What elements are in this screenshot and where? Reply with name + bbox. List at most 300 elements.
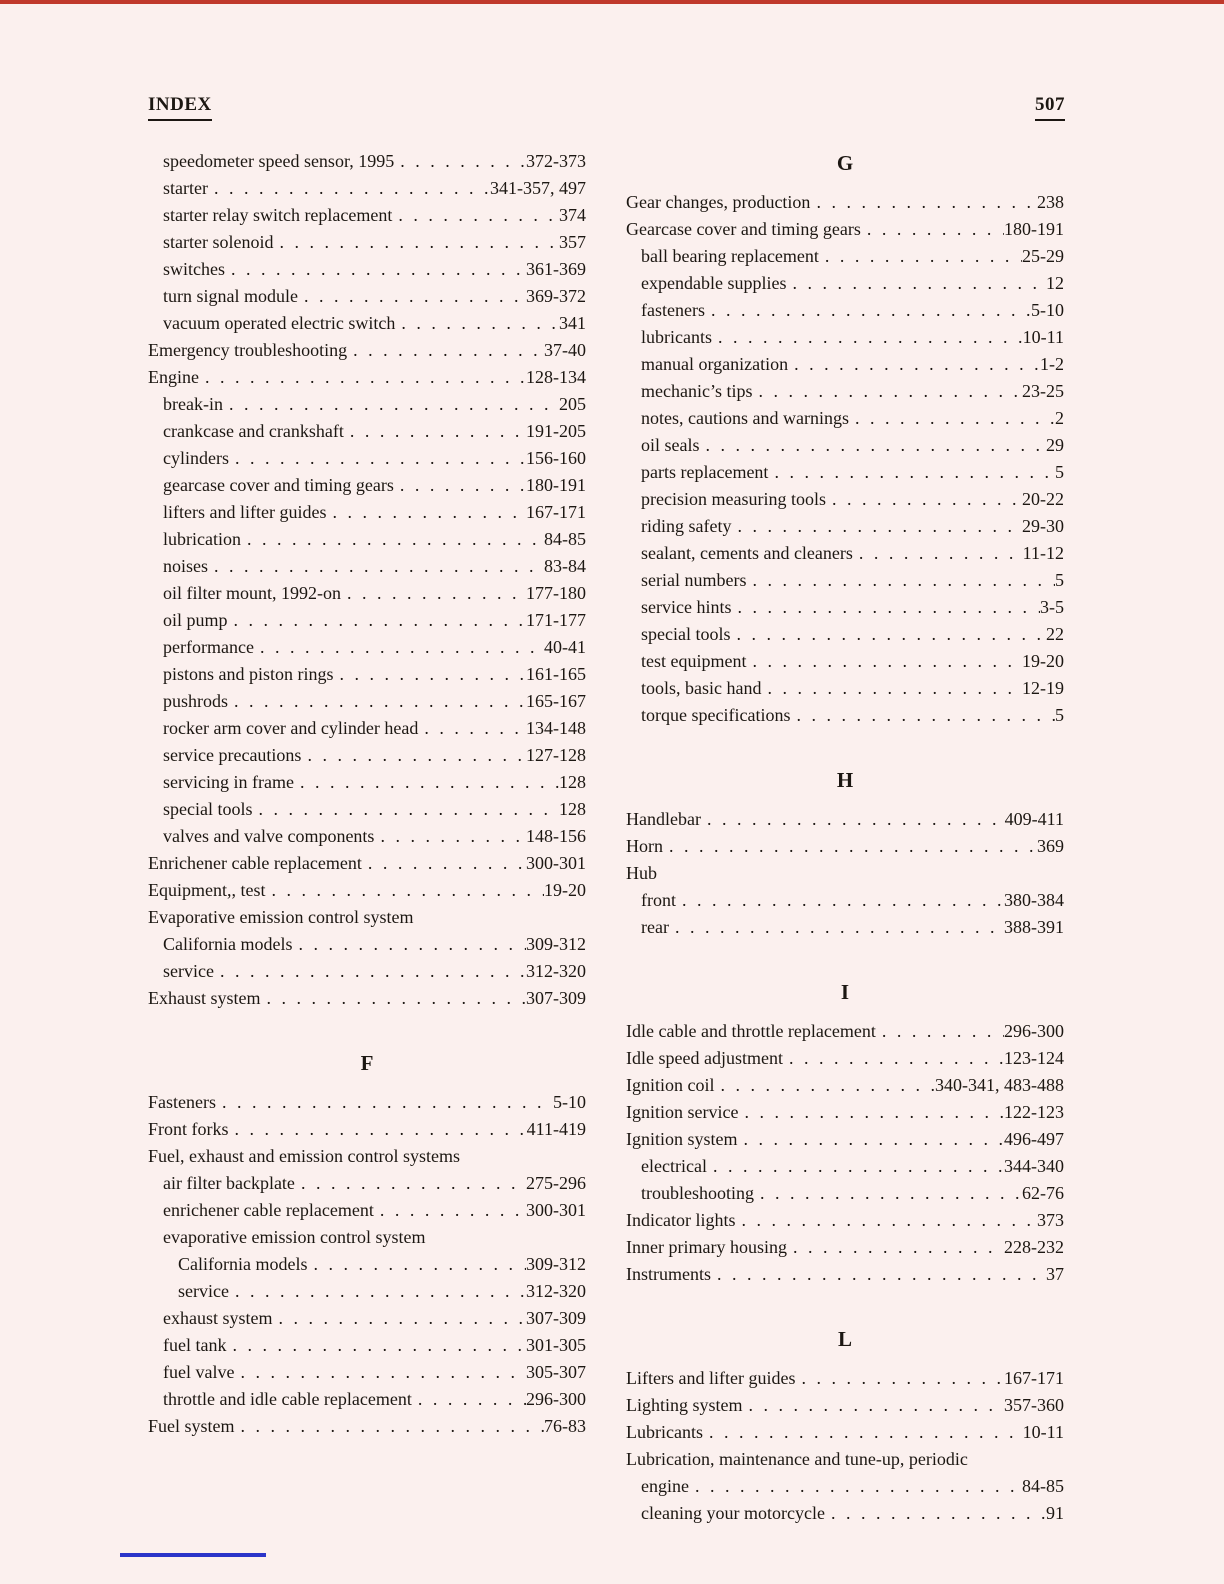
- entry-label: turn signal module: [163, 286, 298, 306]
- entry-page: 374: [559, 205, 586, 225]
- entry-page: 357-360: [1004, 1395, 1064, 1415]
- index-entry: [148, 472, 586, 499]
- index-entry: [148, 364, 586, 391]
- dot-leader: [876, 1018, 1004, 1045]
- entry-label: mechanic’s tips: [641, 381, 753, 401]
- index-entry: [626, 513, 1064, 540]
- entry-label: serial numbers: [641, 570, 747, 590]
- index-entry: [626, 1126, 1064, 1153]
- index-entry: [148, 1332, 586, 1359]
- entry-page: 128: [559, 772, 586, 792]
- entry-label: performance: [163, 637, 254, 657]
- dot-leader: [730, 621, 1046, 648]
- entry-label: engine: [641, 1476, 689, 1496]
- header-page-number: 507: [1035, 94, 1065, 121]
- index-entry: [148, 958, 586, 985]
- entry-label: manual organization: [641, 354, 789, 374]
- index-entry: [626, 270, 1064, 297]
- index-entry: [148, 229, 586, 256]
- entry-label: valves and valve components: [163, 826, 375, 846]
- dot-leader: [307, 1251, 526, 1278]
- entry-label: Lifters and lifter guides: [626, 1368, 796, 1388]
- entry-label: throttle and idle cable replacement: [163, 1389, 412, 1409]
- entry-page: 307-309: [526, 988, 586, 1008]
- index-entry: [148, 1278, 586, 1305]
- entry-page: 84-85: [544, 529, 586, 549]
- dot-leader: [225, 256, 526, 283]
- entry-page: 312-320: [526, 1281, 586, 1301]
- entry-page: 344-340: [1004, 1156, 1064, 1176]
- entry-page: 296-300: [526, 1389, 586, 1409]
- entry-label: Lubricants: [626, 1422, 703, 1442]
- entry-page: 305-307: [526, 1362, 586, 1382]
- entry-label: Front forks: [148, 1119, 229, 1139]
- index-entry: [626, 914, 1064, 941]
- entry-page: 3-5: [1040, 597, 1064, 617]
- entry-label: service hints: [641, 597, 732, 617]
- dot-leader: [707, 1153, 1004, 1180]
- index-entry: [626, 486, 1064, 513]
- index-entry: [148, 499, 586, 526]
- dot-leader: [235, 1413, 544, 1440]
- entry-page: 373: [1037, 1210, 1064, 1230]
- entry-page: 411-419: [526, 1119, 586, 1139]
- entry-label: precision measuring tools: [641, 489, 826, 509]
- index-entry: [626, 1234, 1064, 1261]
- header-title: INDEX: [148, 94, 212, 121]
- entry-page: 5: [1055, 705, 1064, 725]
- entry-page: 5-10: [1031, 300, 1064, 320]
- index-entry: [148, 526, 586, 553]
- entry-page: 122-123: [1004, 1102, 1064, 1122]
- entry-label: pushrods: [163, 691, 229, 711]
- dot-leader: [273, 1305, 527, 1332]
- entry-label: gearcase cover and timing gears: [163, 475, 394, 495]
- dot-leader: [676, 887, 1004, 914]
- index-entry: [626, 1473, 1064, 1500]
- entry-label: Fasteners: [148, 1092, 216, 1112]
- index-entry: [148, 1305, 586, 1332]
- entry-label: vacuum operated electric switch: [163, 313, 396, 333]
- entry-label: service: [163, 961, 214, 981]
- entry-label: Evaporative emission control system: [148, 907, 414, 927]
- entry-label: pistons and piston rings: [163, 664, 334, 684]
- dot-leader: [199, 364, 526, 391]
- index-entry: [148, 850, 586, 877]
- entry-label: Ignition coil: [626, 1075, 715, 1095]
- entry-label: Emergency troubleshooting: [148, 340, 348, 360]
- entry-page: 40-41: [544, 637, 586, 657]
- index-entry: [148, 877, 586, 904]
- entry-label: servicing in frame: [163, 772, 294, 792]
- entry-label: Indicator lights: [626, 1210, 736, 1230]
- dot-leader: [861, 216, 1004, 243]
- entry-page: 309-312: [526, 1254, 586, 1274]
- entry-page: 84-85: [1022, 1476, 1064, 1496]
- dot-leader: [705, 297, 1031, 324]
- dot-leader: [788, 351, 1040, 378]
- dot-leader: [344, 418, 526, 445]
- entry-page: 167-171: [1004, 1368, 1064, 1388]
- page-header: [148, 94, 1065, 121]
- dot-leader: [341, 580, 526, 607]
- section-heading: I: [840, 980, 850, 1004]
- entry-page: 11-12: [1022, 543, 1064, 563]
- dot-leader: [208, 175, 490, 202]
- entry-label: notes, cautions and warnings: [641, 408, 849, 428]
- dot-leader: [223, 391, 559, 418]
- dot-leader: [826, 486, 1022, 513]
- index-entry: [626, 675, 1064, 702]
- entry-label: Ignition service: [626, 1102, 739, 1122]
- entry-label: exhaust system: [163, 1308, 273, 1328]
- entry-page: 29: [1046, 435, 1064, 455]
- entry-page: 309-312: [526, 934, 586, 954]
- entry-label: Equipment,, test: [148, 880, 266, 900]
- entry-label: parts replacement: [641, 462, 769, 482]
- entry-label: lifters and lifter guides: [163, 502, 327, 522]
- dot-leader: [265, 877, 544, 904]
- entry-page: 296-300: [1004, 1021, 1064, 1041]
- entry-page: 171-177: [526, 610, 586, 630]
- dot-leader: [783, 1045, 1004, 1072]
- dot-leader: [738, 1126, 1005, 1153]
- index-entry: [626, 243, 1064, 270]
- entry-page: 127-128: [526, 745, 586, 765]
- dot-leader: [216, 1089, 553, 1116]
- entry-page: 228-232: [1004, 1237, 1064, 1257]
- index-entry: [626, 1419, 1064, 1446]
- index-entry: [148, 337, 586, 364]
- dot-leader: [712, 324, 1023, 351]
- entry-label: California models: [178, 1254, 308, 1274]
- entry-label: starter: [163, 178, 208, 198]
- entry-label: starter solenoid: [163, 232, 274, 252]
- dot-leader: [746, 567, 1055, 594]
- entry-label: evaporative emission control system: [163, 1227, 426, 1247]
- entry-page: 19-20: [544, 880, 586, 900]
- dot-leader: [254, 634, 544, 661]
- index-entry: [148, 418, 586, 445]
- entry-page: 62-76: [1022, 1183, 1064, 1203]
- dot-leader: [752, 378, 1022, 405]
- entry-page: 128-134: [526, 367, 586, 387]
- dot-leader: [700, 432, 1047, 459]
- entry-page: 388-391: [1004, 917, 1064, 937]
- entry-label: tools, basic hand: [641, 678, 762, 698]
- dot-leader: [229, 1116, 527, 1143]
- dot-leader: [273, 229, 559, 256]
- dot-leader: [228, 607, 526, 634]
- entry-page: 361-369: [526, 259, 586, 279]
- index-entry: [148, 1251, 586, 1278]
- entry-label: Handlebar: [626, 809, 701, 829]
- entry-label: Idle speed adjustment: [626, 1048, 783, 1068]
- index-entry: [626, 1045, 1064, 1072]
- dot-leader: [208, 553, 544, 580]
- index-entry: [148, 661, 586, 688]
- entry-label: switches: [163, 259, 225, 279]
- entry-page: 372-373: [526, 151, 586, 171]
- dot-leader: [790, 702, 1055, 729]
- footer-blue-line: [120, 1553, 266, 1557]
- entry-label: lubrication: [163, 529, 241, 549]
- index-entry: [626, 1180, 1064, 1207]
- dot-leader: [374, 823, 526, 850]
- entry-page: 191-205: [526, 421, 586, 441]
- dot-leader: [669, 914, 1004, 941]
- entry-label: lubricants: [641, 327, 712, 347]
- entry-page: 10-11: [1022, 1422, 1064, 1442]
- index-entry: [626, 1261, 1064, 1288]
- dot-leader: [226, 1332, 526, 1359]
- index-entry: [148, 445, 586, 472]
- entry-label: Hub: [626, 863, 657, 883]
- section-heading: G: [836, 151, 854, 175]
- entry-label: enrichener cable replacement: [163, 1200, 374, 1220]
- index-columns: [148, 148, 1065, 1527]
- dot-leader: [849, 405, 1055, 432]
- entry-page: 409-411: [1004, 809, 1064, 829]
- index-entry: [148, 769, 586, 796]
- index-entry: [626, 1500, 1064, 1527]
- index-entry: [626, 702, 1064, 729]
- entry-page: 369-372: [526, 286, 586, 306]
- entry-label: service: [178, 1281, 229, 1301]
- entry-label: fasteners: [641, 300, 705, 320]
- entry-page: 496-497: [1004, 1129, 1064, 1149]
- entry-page: 2: [1055, 408, 1064, 428]
- entry-label: fuel tank: [163, 1335, 227, 1355]
- left-column: [148, 148, 586, 1527]
- dot-leader: [418, 715, 526, 742]
- index-entry: [148, 742, 586, 769]
- entry-label: ball bearing replacement: [641, 246, 819, 266]
- entry-label: front: [641, 890, 676, 910]
- dot-leader: [241, 526, 544, 553]
- entry-page: 312-320: [526, 961, 586, 981]
- index-entry: [626, 432, 1064, 459]
- entry-page: 29-30: [1022, 516, 1064, 536]
- index-entry: [626, 1207, 1064, 1234]
- dot-leader: [819, 243, 1022, 270]
- entry-label: special tools: [163, 799, 253, 819]
- index-entry: [148, 202, 586, 229]
- entry-label: Horn: [626, 836, 663, 856]
- dot-leader: [374, 1197, 526, 1224]
- dot-leader: [252, 796, 559, 823]
- dot-leader: [738, 1099, 1004, 1126]
- section-heading: F: [360, 1051, 374, 1075]
- dot-leader: [703, 1419, 1023, 1446]
- index-entry: [626, 1153, 1064, 1180]
- index-entry: [626, 860, 1064, 887]
- index-entry: [148, 148, 586, 175]
- index-entry: [148, 931, 586, 958]
- entry-page: 205: [559, 394, 586, 414]
- dot-leader: [214, 958, 526, 985]
- index-entry: [148, 1089, 586, 1116]
- entry-label: Lubrication, maintenance and tune-up, periodic: [626, 1449, 968, 1469]
- dot-leader: [334, 661, 526, 688]
- index-entry: [626, 324, 1064, 351]
- entry-label: air filter backplate: [163, 1173, 295, 1193]
- entry-page: 156-160: [526, 448, 586, 468]
- entry-page: 180-191: [1004, 219, 1064, 239]
- entry-page: 161-165: [526, 664, 586, 684]
- entry-page: 380-384: [1004, 890, 1064, 910]
- entry-page: 1-2: [1040, 354, 1064, 374]
- entry-page: 12: [1046, 273, 1064, 293]
- index-entry: [626, 1072, 1064, 1099]
- dot-leader: [786, 270, 1046, 297]
- dot-leader: [743, 1392, 1005, 1419]
- entry-page: 12-19: [1022, 678, 1064, 698]
- entry-page: 128: [559, 799, 586, 819]
- right-column: [626, 148, 1064, 1527]
- entry-page: 300-301: [526, 853, 586, 873]
- index-entry: [148, 823, 586, 850]
- index-entry: [626, 806, 1064, 833]
- entry-label: Fuel system: [148, 1416, 235, 1436]
- index-entry: [148, 175, 586, 202]
- section-heading: L: [837, 1327, 852, 1351]
- entry-label: rocker arm cover and cylinder head: [163, 718, 419, 738]
- index-entry: [626, 459, 1064, 486]
- dot-leader: [853, 540, 1023, 567]
- dot-leader: [292, 931, 526, 958]
- index-entry: [626, 1446, 1064, 1473]
- entry-label: special tools: [641, 624, 731, 644]
- dot-leader: [663, 833, 1037, 860]
- index-entry: [626, 567, 1064, 594]
- entry-page: 165-167: [526, 691, 586, 711]
- dot-leader: [768, 459, 1055, 486]
- entry-label: cylinders: [163, 448, 229, 468]
- dot-leader: [795, 1365, 1004, 1392]
- entry-label: Inner primary housing: [626, 1237, 787, 1257]
- entry-page: 5: [1055, 462, 1064, 482]
- entry-page: 134-148: [526, 718, 586, 738]
- entry-page: 300-301: [526, 1200, 586, 1220]
- dot-leader: [761, 675, 1022, 702]
- dot-leader: [294, 769, 559, 796]
- entry-label: Engine: [148, 367, 199, 387]
- dot-leader: [261, 985, 527, 1012]
- index-entry: [626, 297, 1064, 324]
- index-entry: [148, 715, 586, 742]
- section-heading: H: [836, 768, 854, 792]
- entry-page: 275-296: [526, 1173, 586, 1193]
- dot-leader: [301, 742, 526, 769]
- index-entry: [626, 833, 1064, 860]
- dot-leader: [228, 688, 526, 715]
- entry-page: 307-309: [526, 1308, 586, 1328]
- entry-page: 301-305: [526, 1335, 586, 1355]
- dot-leader: [229, 445, 526, 472]
- index-entry: [148, 1143, 586, 1170]
- entry-page: 10-11: [1022, 327, 1064, 347]
- dot-leader: [746, 648, 1022, 675]
- entry-page: 23-25: [1022, 381, 1064, 401]
- index-entry: [626, 189, 1064, 216]
- entry-label: Ignition system: [626, 1129, 738, 1149]
- entry-page: 5: [1055, 570, 1064, 590]
- index-entry: [626, 351, 1064, 378]
- entry-page: 123-124: [1004, 1048, 1064, 1068]
- entry-page: 37: [1046, 1264, 1064, 1284]
- dot-leader: [689, 1473, 1022, 1500]
- dot-leader: [731, 513, 1022, 540]
- index-entry: [626, 540, 1064, 567]
- index-entry: [148, 1224, 586, 1251]
- entry-page: 148-156: [526, 826, 586, 846]
- entry-label: fuel valve: [163, 1362, 235, 1382]
- dot-leader: [810, 189, 1037, 216]
- entry-label: cleaning your motorcycle: [641, 1503, 825, 1523]
- index-entry: [148, 310, 586, 337]
- dot-leader: [229, 1278, 526, 1305]
- index-entry: [626, 1099, 1064, 1126]
- entry-page: 76-83: [544, 1416, 586, 1436]
- entry-label: starter relay switch replacement: [163, 205, 393, 225]
- dot-leader: [412, 1386, 526, 1413]
- entry-page: 180-191: [526, 475, 586, 495]
- dot-leader: [347, 337, 544, 364]
- dot-leader: [825, 1500, 1046, 1527]
- entry-label: torque specifications: [641, 705, 791, 725]
- entry-label: Gearcase cover and timing gears: [626, 219, 861, 239]
- index-entry: [148, 904, 586, 931]
- index-entry: [626, 887, 1064, 914]
- entry-label: noises: [163, 556, 208, 576]
- entry-label: expendable supplies: [641, 273, 787, 293]
- index-entry: [148, 607, 586, 634]
- entry-label: riding safety: [641, 516, 732, 536]
- index-entry: [148, 283, 586, 310]
- entry-page: 20-22: [1022, 489, 1064, 509]
- entry-label: service precautions: [163, 745, 302, 765]
- entry-page: 83-84: [544, 556, 586, 576]
- index-entry: [148, 634, 586, 661]
- entry-label: crankcase and crankshaft: [163, 421, 344, 441]
- entry-page: 369: [1037, 836, 1064, 856]
- entry-page: 167-171: [526, 502, 586, 522]
- dot-leader: [701, 806, 1005, 833]
- entry-label: Idle cable and throttle replacement: [626, 1021, 876, 1041]
- entry-label: oil seals: [641, 435, 700, 455]
- entry-page: 238: [1037, 192, 1064, 212]
- entry-label: oil pump: [163, 610, 228, 630]
- entry-label: troubleshooting: [641, 1183, 754, 1203]
- index-entry: [626, 1018, 1064, 1045]
- dot-leader: [395, 310, 559, 337]
- entry-label: Exhaust system: [148, 988, 261, 1008]
- index-entry: [148, 1197, 586, 1224]
- index-entry: [626, 405, 1064, 432]
- entry-label: Lighting system: [626, 1395, 743, 1415]
- entry-label: Gear changes, production: [626, 192, 811, 212]
- scan-edge-line: [0, 0, 1224, 4]
- dot-leader: [711, 1261, 1046, 1288]
- entry-label: Fuel, exhaust and emission control systems: [148, 1146, 460, 1166]
- entry-label: break-in: [163, 394, 223, 414]
- entry-page: 19-20: [1022, 651, 1064, 671]
- dot-leader: [787, 1234, 1004, 1261]
- entry-page: 341-357, 497: [490, 178, 586, 198]
- dot-leader: [394, 472, 526, 499]
- dot-leader: [731, 594, 1040, 621]
